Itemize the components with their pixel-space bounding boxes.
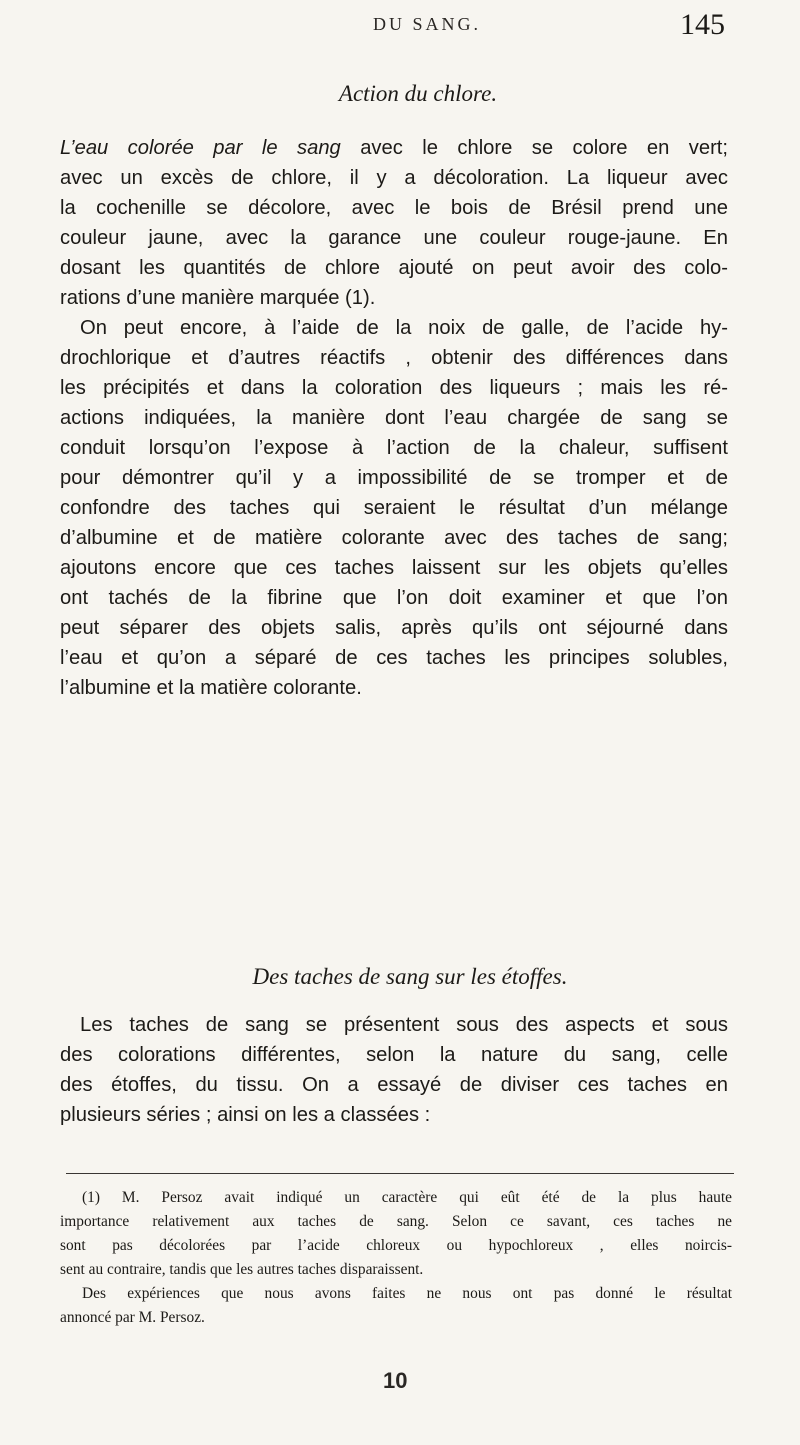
- footnotes: [60, 1186, 732, 1330]
- text-line: peut séparer des objets salis, après qu’ils ont séjourné dans: [60, 617, 728, 639]
- text-line: ont tachés de la fibrine que l’on doit examiner et que l’on: [60, 587, 728, 609]
- text-line: Les taches de sang se présentent sous des aspects et sous: [80, 1014, 728, 1036]
- section-heading-etoffes: Des taches de sang sur les étoffes.: [252, 964, 568, 989]
- italic-lead: L’eau colorée par le sang: [60, 137, 341, 159]
- text-line: On peut encore, à l’aide de la noix de galle, de l’acide hy-: [80, 317, 728, 339]
- text-line: plusieurs séries ; ainsi on les a classées :: [60, 1104, 431, 1126]
- paragraph-3: [60, 1010, 728, 1130]
- text-line: d’albumine et de matière colorante avec des taches de sang;: [60, 527, 728, 549]
- paragraph-1: [60, 133, 728, 313]
- text-line: avec un excès de chlore, il y a décoloration. La liqueur avec: [60, 167, 728, 189]
- text-line: conduit lorsqu’on l’expose à l’action de la chaleur, suffisent: [60, 437, 728, 459]
- footnote-divider: [66, 1173, 734, 1174]
- paragraph-2: [60, 313, 728, 703]
- text-line: des étoffes, du tissu. On a essayé de diviser ces taches en: [60, 1074, 728, 1096]
- footnote-line: Des expériences que nous avons faites ne nous ont pas donné le résultat: [82, 1285, 732, 1302]
- text-line: pour démontrer qu’il y a impossibilité de se tromper et de: [60, 467, 728, 489]
- text-line: [60, 133, 728, 163]
- text-line: drochlorique et d’autres réactifs , obtenir des différences dans: [60, 347, 728, 369]
- text-line: les précipités et dans la coloration des liqueurs ; mais les ré-: [60, 377, 728, 399]
- footnote-line: (1) M. Persoz avait indiqué un caractère qui eût été de la plus haute: [82, 1189, 732, 1206]
- text-line: la cochenille se décolore, avec le bois de Brésil prend une: [60, 197, 728, 219]
- signature-mark: 10: [383, 1368, 408, 1393]
- text-fragment: avec le chlore se colore en vert;: [340, 137, 729, 159]
- text-line: l’eau et qu’on a séparé de ces taches les principes solubles,: [60, 647, 728, 669]
- text-line: dosant les quantités de chlore ajouté on peut avoir des colo-: [60, 257, 728, 279]
- footnote-line: importance relativement aux taches de sang. Selon ce savant, ces taches ne: [60, 1213, 732, 1230]
- running-head: [0, 8, 800, 54]
- footnote-line: annoncé par M. Persoz.: [60, 1309, 205, 1326]
- footnote-line: sent au contraire, tandis que les autres taches disparaissent.: [60, 1261, 424, 1278]
- text-line: l’albumine et la matière colorante.: [60, 677, 362, 699]
- section-heading-chlore: Action du chlore.: [338, 81, 498, 106]
- text-line: des colorations différentes, selon la nature du sang, celle: [60, 1044, 728, 1066]
- text-line: ajoutons encore que ces taches laissent sur les objets qu’elles: [60, 557, 728, 579]
- text-line: couleur jaune, avec la garance une couleur rouge-jaune. En: [60, 227, 728, 249]
- running-title: DU SANG.: [373, 14, 482, 34]
- page-number: 145: [680, 8, 725, 41]
- text-line: actions indiquées, la manière dont l’eau chargée de sang se: [60, 407, 728, 429]
- footnote-line: sont pas décolorées par l’acide chloreux ou hypochloreux , elles noircis-: [60, 1237, 732, 1254]
- text-line: confondre des taches qui seraient le résultat d’un mélange: [60, 497, 728, 519]
- text-line: rations d’une manière marquée (1).: [60, 287, 376, 309]
